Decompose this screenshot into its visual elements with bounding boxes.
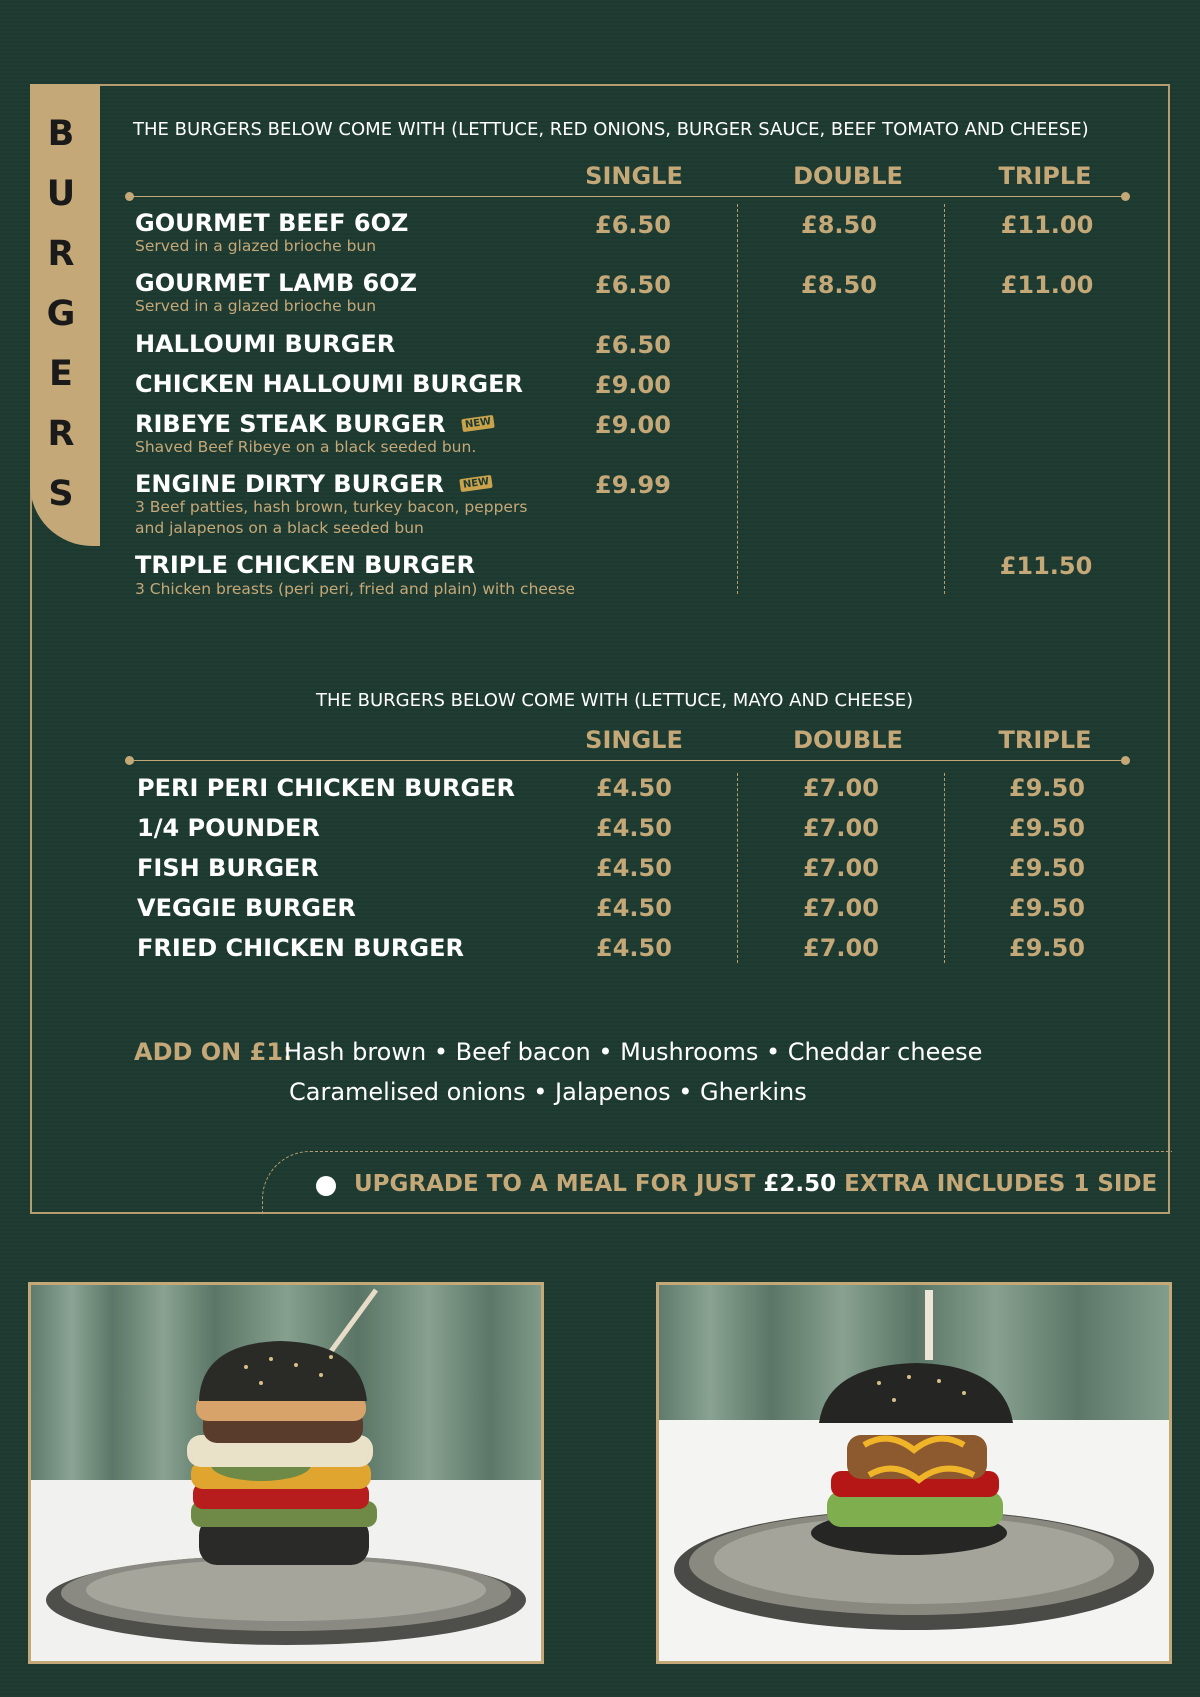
side-title-letter: B: [47, 114, 75, 154]
column-header-triple: TRIPLE: [998, 726, 1092, 754]
price-double: £8.50: [801, 271, 877, 299]
price-single: £6.50: [595, 211, 671, 239]
column-header-double: DOUBLE: [793, 162, 903, 190]
menu-item-name: HALLOUMI BURGER: [135, 330, 396, 358]
menu-item-name: FISH BURGER: [137, 854, 319, 882]
menu-item-desc: 3 Chicken breasts (peri peri, fried and plain) with cheese: [135, 580, 576, 598]
price-single: £9.99: [595, 471, 671, 499]
menu-item-name: RIBEYE STEAK BURGER: [135, 410, 446, 438]
price-double: £7.00: [803, 854, 879, 882]
price-triple: £9.50: [1009, 814, 1085, 842]
menu-item-name: GOURMET LAMB 6OZ: [135, 269, 417, 297]
burger-photo-image: [31, 1285, 541, 1661]
side-title-letter: E: [49, 354, 73, 394]
header-rule: [130, 760, 1125, 761]
menu-item-name: VEGGIE BURGER: [137, 894, 356, 922]
burger-photo: [28, 1282, 544, 1664]
bullet-icon: [316, 1176, 336, 1196]
rule-end-dot: [1121, 192, 1130, 201]
side-title-letter: R: [47, 414, 75, 454]
price-double: £7.00: [803, 814, 879, 842]
menu-item-desc: Served in a glazed brioche bun: [135, 297, 377, 315]
menu-item-name: TRIPLE CHICKEN BURGER: [135, 551, 475, 579]
price-single: £4.50: [596, 894, 672, 922]
upgrade-banner: [354, 1171, 1157, 1197]
price-double: £7.00: [803, 894, 879, 922]
price-triple: £11.00: [1000, 271, 1094, 299]
price-single: £6.50: [595, 271, 671, 299]
price-double: £8.50: [801, 211, 877, 239]
price-triple: £11.50: [999, 552, 1093, 580]
menu-item-desc: Served in a glazed brioche bun: [135, 237, 377, 255]
side-title-letter: R: [47, 234, 75, 274]
menu-item-name: PERI PERI CHICKEN BURGER: [137, 774, 516, 802]
price-triple: £9.50: [1009, 934, 1085, 962]
upgrade-text: EXTRA INCLUDES 1 SIDE: [836, 1171, 1158, 1197]
menu-item-row: [135, 410, 494, 438]
menu-item-name: 1/4 POUNDER: [137, 814, 320, 842]
addon-label: ADD ON £1:: [134, 1038, 293, 1066]
burger-photo-image: [659, 1285, 1169, 1661]
rule-end-dot: [1121, 756, 1130, 765]
column-divider: [737, 773, 738, 963]
upgrade-text: UPGRADE TO A MEAL FOR JUST: [354, 1171, 764, 1197]
price-single: £4.50: [596, 854, 672, 882]
column-divider: [944, 773, 945, 963]
price-single: £6.50: [595, 331, 671, 359]
price-single: £4.50: [596, 774, 672, 802]
menu-item-desc: Shaved Beef Ribeye on a black seeded bun.: [135, 438, 477, 456]
menu-item-name: ENGINE DIRTY BURGER: [135, 470, 445, 498]
price-double: £7.00: [803, 774, 879, 802]
side-title-letter: G: [46, 294, 76, 334]
menu-item-desc: 3 Beef patties, hash brown, turkey bacon, peppers: [135, 498, 528, 516]
new-badge: NEW: [459, 475, 493, 492]
column-divider: [737, 204, 738, 594]
column-divider: [944, 204, 945, 594]
upgrade-price: £2.50: [763, 1171, 837, 1197]
section2-note: THE BURGERS BELOW COME WITH (LETTUCE, MAYO AND CHEESE): [316, 690, 914, 711]
column-header-double: DOUBLE: [793, 726, 903, 754]
addon-list: Caramelised onions • Jalapenos • Gherkins: [289, 1078, 807, 1106]
burger-photo: [656, 1282, 1172, 1664]
header-rule: [130, 196, 1125, 197]
column-header-single: SINGLE: [585, 162, 683, 190]
price-single: £9.00: [595, 371, 671, 399]
price-triple: £9.50: [1009, 774, 1085, 802]
price-single: £4.50: [596, 934, 672, 962]
addon-list: Hash brown • Beef bacon • Mushrooms • Cheddar cheese: [284, 1038, 983, 1066]
price-single: £4.50: [596, 814, 672, 842]
menu-item-name: CHICKEN HALLOUMI BURGER: [135, 370, 523, 398]
menu-item-name: GOURMET BEEF 6OZ: [135, 209, 409, 237]
menu-item-name: FRIED CHICKEN BURGER: [137, 934, 464, 962]
column-header-single: SINGLE: [585, 726, 683, 754]
side-title-tab: [30, 84, 100, 546]
menu-item-row: [135, 470, 492, 498]
price-triple: £9.50: [1009, 894, 1085, 922]
price-triple: £9.50: [1009, 854, 1085, 882]
price-single: £9.00: [595, 411, 671, 439]
price-double: £7.00: [803, 934, 879, 962]
column-header-triple: TRIPLE: [998, 162, 1092, 190]
price-triple: £11.00: [1000, 211, 1094, 239]
side-title-letter: S: [48, 474, 74, 514]
section1-note: THE BURGERS BELOW COME WITH (LETTUCE, RED ONIONS, BURGER SAUCE, BEEF TOMATO AND CHEESE): [133, 119, 1089, 140]
side-title-letter: U: [46, 174, 76, 214]
new-badge: NEW: [461, 415, 495, 432]
menu-item-desc: and jalapenos on a black seeded bun: [135, 519, 424, 537]
